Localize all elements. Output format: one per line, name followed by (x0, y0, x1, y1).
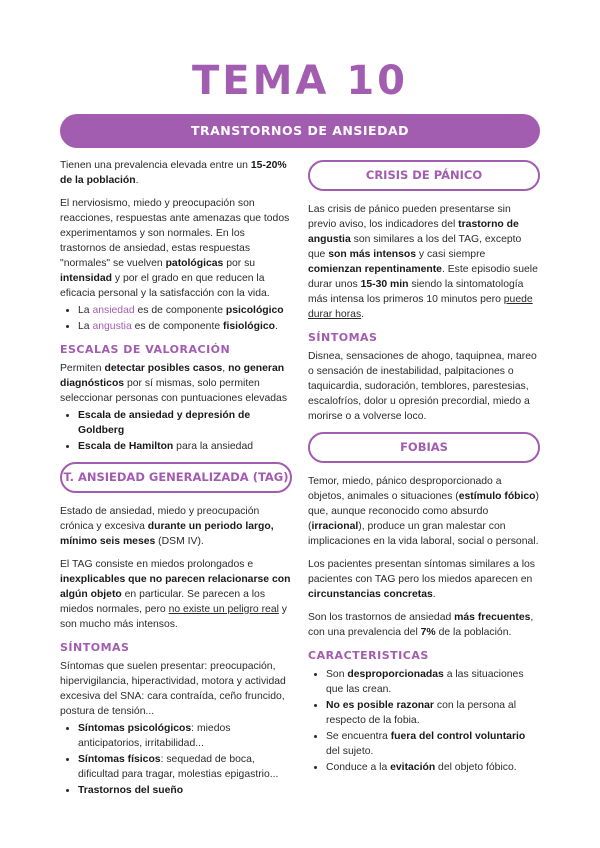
nervousness-paragraph: El nerviosismo, miedo y preocupación son reacciones, respuestas ante amenazas que todos experimentamos y son normales. En los trastornos de ansiedad, estas respuestas "normales" se vuelven patológicas por su intensidad y por el grado en que reducen la eficacia personal y la satisfacción con la vida. (60, 198, 290, 299)
crisis-paragraph: Las crisis de pánico pueden presentarse sin previo aviso, los indicadores del trastorno de angustia son similares a los del TAG, excepto que son más intensos y casi siempre comienzan repentinamente. Este episodio suele durar unos 15-30 min siendo la sintomatología más intensa los primeros 10 minutos pero puede durar horas. (308, 204, 538, 320)
escalas-paragraph: Permiten detectar posibles casos, no generan diagnósticos por sí mismas, solo permiten seleccionar personas con puntuaciones elevadas (60, 363, 288, 404)
intro-paragraph: Tienen una prevalencia elevada entre un 15-20% de la población. (60, 160, 287, 186)
fobias-paragraph-3: Son los trastornos de ansiedad más frecuentes, con una prevalencia del 7% de la población. (308, 612, 534, 638)
fobias-pill: FOBIAS (308, 432, 540, 463)
caracteristicas-heading: CARACTERISTICAS (308, 649, 429, 662)
sintomas-paragraph-right: Disnea, sensaciones de ahogo, taquipnea, mareo o sensación de inestabilidad, palpitaciones o taquicardia, sudoración, temblores, parestesias, escalofríos, dolor u opresión precordial, miedo a morirse o a volverse loco. (308, 351, 537, 422)
tag-paragraph-2: El TAG consiste en miedos prolongados e inexplicables que no parecen relacionarse con algún objeto en particular. Se parecen a los miedos normales, pero no existe un peligro real y son mucho más intensos. (60, 559, 291, 630)
caracteristicas-list (308, 667, 540, 775)
tag-paragraph-1: Estado de ansiedad, miedo y preocupación crónica y excesiva durante un periodo largo, mínimo seis meses (DSM IV). (60, 506, 274, 547)
anxiety-list (60, 303, 292, 334)
sintomas-heading: SÍNTOMAS (60, 641, 130, 654)
escalas-heading: ESCALAS DE VALORACIÓN (60, 343, 231, 356)
list-item: • La ansiedad es de componente psicológico (78, 303, 292, 318)
list-item: • Trastornos del sueño (78, 783, 292, 798)
list-item: • Son desproporcionadas a las situaciones que las crean. (326, 667, 540, 697)
sintomas-list (60, 721, 292, 798)
page-title: TEMA 10 (192, 58, 408, 104)
section-banner: TRANSTORNOS DE ANSIEDAD (60, 114, 540, 148)
list-item: • Síntomas psicológicos: miedos anticipatorios, irritabilidad... (78, 721, 292, 751)
right-column (308, 156, 540, 781)
fobias-paragraph-2: Los pacientes presentan síntomas similares a los pacientes con TAG pero los miedos aparecen en circunstancias concretas. (308, 559, 535, 600)
list-item: • La angustia es de componente fisiológico. (78, 319, 292, 334)
list-item: • Escala de ansiedad y depresión de Goldberg (78, 408, 292, 438)
fobias-paragraph-1: Temor, miedo, pánico desproporcionado a objetos, animales o situaciones (estímulo fóbico) que, aunque reconocido como absurdo (irracional), produce un gran malestar con implicaciones en la vida laboral, social o personal. (308, 476, 539, 547)
list-item: • Conduce a la evitación del objeto fóbico. (326, 760, 540, 775)
list-item: • Se encuentra fuera del control voluntario del sujeto. (326, 729, 540, 759)
escalas-list (60, 408, 292, 454)
sintomas-heading-right: SÍNTOMAS (308, 331, 378, 344)
list-item: • Síntomas físicos: sequedad de boca, dificultad para tragar, molestias epigastrio... (78, 752, 292, 782)
tag-pill: T. ANSIEDAD GENERALIZADA (TAG) (60, 462, 292, 493)
list-item: • Escala de Hamilton para la ansiedad (78, 439, 292, 454)
left-column (60, 158, 292, 804)
list-item: • No es posible razonar con la persona al respecto de la fobia. (326, 698, 540, 728)
crisis-pill: CRISIS DE PÁNICO (308, 160, 540, 191)
sintomas-paragraph: Síntomas que suelen presentar: preocupación, hipervigilancia, hiperactividad, motora y actividad excesiva del SNA: cara contraída, ceño fruncido, postura de tensión... (60, 661, 286, 717)
